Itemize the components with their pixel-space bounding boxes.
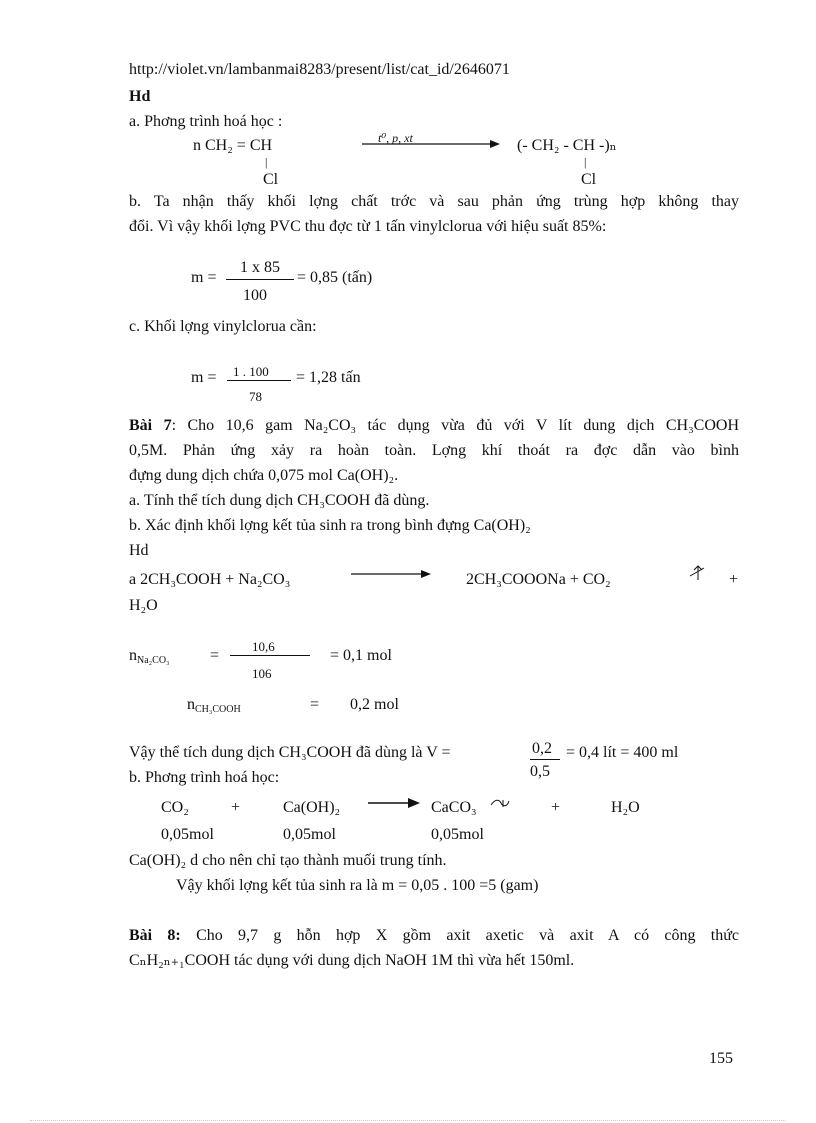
- n2-equals: =: [310, 696, 320, 713]
- n-ch3cooh-symbol: [187, 695, 241, 715]
- n1-numerator: 10,6: [252, 639, 275, 654]
- mol-co2: 0,05mol: [161, 826, 214, 843]
- bai7-eq-arrow: [351, 569, 431, 579]
- mol-caoh2: 0,05mol: [283, 826, 336, 843]
- bai7-line-3: đựng dung dịch chứa 0,075 mol Ca(OH)₂.: [129, 467, 399, 484]
- reaction1-bond: |: [265, 155, 268, 169]
- bai7-question-b: b. Xác định khối lợng kết tủa sinh ra trong bình đựng Ca(OH)₂: [129, 517, 531, 534]
- frac2-bar: [227, 380, 291, 381]
- bai7-eq-h2o: H₂O: [129, 597, 158, 614]
- reaction1-left: n CH₂ = CH: [193, 137, 273, 154]
- part-b-line-1: b. Ta nhận thấy khối lợng chất trớc và sau phản ứng trùng hợp không thay: [129, 193, 739, 210]
- n1-denominator: 106: [252, 666, 272, 681]
- eq3-caco3: CaCO₃: [431, 799, 477, 816]
- reaction1-cl: Cl: [263, 171, 279, 188]
- n-subscript-2: CH₃COOH: [195, 704, 241, 715]
- bai8-label: Bài 8:: [129, 927, 181, 944]
- eq3-h2o: H₂O: [611, 799, 640, 816]
- eq3-co2: CO₂: [161, 799, 189, 816]
- frac1-denominator: 100: [243, 287, 267, 304]
- bai7-eq-right: 2CH₃COOONa + CO₂: [466, 571, 611, 588]
- frac2-denominator: 78: [249, 389, 262, 404]
- eq3-arrow: [368, 797, 420, 809]
- eq3-caoh2: Ca(OH)₂: [283, 799, 341, 816]
- bottom-divider: [30, 1120, 786, 1121]
- reaction1-bond-2: |: [584, 155, 587, 169]
- n1-bar: [230, 655, 310, 656]
- bai7-line-2: 0,5M. Phản ứng xảy ra hoàn toàn. Lợng khí thoát ra đợc dẫn vào bình: [129, 442, 739, 459]
- n2-rhs: 0,2 mol: [350, 696, 399, 713]
- eq3-plus-1: +: [231, 799, 241, 816]
- reaction1-right: (- CH₂ - CH -)ₙ: [517, 137, 617, 154]
- mol-caco3: 0,05mol: [431, 826, 484, 843]
- volume-denominator: 0,5: [530, 763, 550, 780]
- volume-numerator: 0,2: [532, 740, 552, 757]
- part-a-title: a. Phơng trình hoá học :: [129, 113, 283, 130]
- frac1-lhs: m =: [191, 269, 217, 286]
- bai8-line-1-text: Cho 9,7 g hỗn hợp X gồm axit axetic và axit A có công thức: [180, 927, 740, 944]
- eq3-plus-2: +: [551, 799, 561, 816]
- part-b-line-2: đổi. Vì vậy khối lợng PVC thu đợc từ 1 tấn vinylclorua với hiệu suất 85%:: [129, 218, 607, 235]
- frac2-rhs: = 1,28 tấn: [296, 369, 361, 386]
- frac1-numerator: 1 x 85: [240, 259, 280, 276]
- n-subscript: Na₂CO₃: [137, 655, 170, 666]
- reaction1-cl-2: Cl: [581, 171, 597, 188]
- precipitate-arrow-icon: [489, 797, 511, 809]
- part-c-title: c. Khối lợng vinylclorua cần:: [129, 318, 317, 335]
- frac2-numerator: 1 . 100: [233, 364, 269, 379]
- frac2-lhs: m =: [191, 369, 217, 386]
- bai7-eq-plus: +: [729, 571, 739, 588]
- bai7-line-1: [129, 416, 739, 436]
- n1-rhs: = 0,1 mol: [330, 647, 392, 664]
- part-b2-title: b. Phơng trình hoá học:: [129, 769, 280, 786]
- bai7-line-1-text: : Cho 10,6 gam Na₂CO₃ tác dụng vừa đủ với V lít dung dịch CH₃COOH: [171, 417, 739, 434]
- volume-text: Vậy thể tích dung dịch CH₃COOH đã dùng là V =: [129, 744, 451, 761]
- hd-heading-1: Hd: [129, 88, 151, 105]
- reaction1-arrow: [362, 139, 502, 149]
- source-url: http://violet.vn/lambanmai8283/present/list/cat_id/2646071: [129, 61, 510, 78]
- page-number: 155: [709, 1050, 733, 1067]
- n-symbol: n: [129, 647, 137, 664]
- volume-rhs: = 0,4 lít = 400 ml: [566, 744, 679, 761]
- bai7-eq-left: a 2CH₃COOH + Na₂CO₃: [129, 571, 291, 588]
- bai7-label: Bài 7: [129, 417, 172, 434]
- bai7-question-a: a. Tính thể tích dung dịch CH₃COOH đã dùng.: [129, 492, 430, 509]
- frac1-bar: [226, 279, 294, 280]
- frac1-rhs: = 0,85 (tấn): [297, 269, 373, 286]
- n-symbol-2: n: [187, 696, 195, 713]
- gas-up-arrow-icon: [688, 564, 708, 582]
- bai8-line-2: CₙH₂ₙ₊₁COOH tác dụng với dung dịch NaOH 1M thì vừa hết 150ml.: [129, 952, 575, 969]
- bai8-line-1: [129, 926, 739, 946]
- hd-heading-2: Hd: [129, 542, 149, 559]
- caoh2-excess-line: Ca(OH)₂ d cho nên chỉ tạo thành muối trung tính.: [129, 852, 447, 869]
- result-line: Vậy khối lợng kết tủa sinh ra là m = 0,05 . 100 =5 (gam): [176, 877, 539, 894]
- n-na2co3-symbol: [129, 646, 170, 666]
- n1-equals: =: [210, 647, 220, 664]
- volume-bar: [530, 759, 560, 760]
- reaction1-conditions: t⁰, p, xt: [378, 131, 413, 145]
